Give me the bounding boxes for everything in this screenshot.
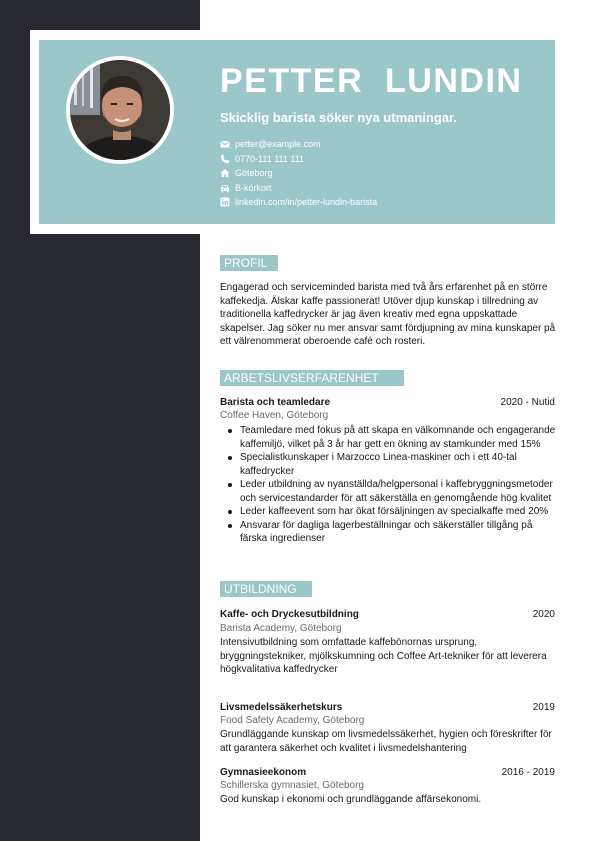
list-item: Ansvarar för dagliga lagerbeställningar och säkerställer tillgång på färska ingredienser (240, 519, 558, 546)
job-title: Barista och teamledare (220, 397, 331, 408)
education-description: God kunskap i ekonomi och grundläggande affärsekonomi. (220, 794, 482, 805)
list-item: Teamledare med fokus på att skapa en välkomnande och engagerande kaffemiljö, vilket på 3 år har gett en ökning av stamkunder med 15% (240, 424, 558, 451)
contact-city-text: Göteborg (235, 168, 273, 179)
contact-linkedin-text: linkedin.com/in/petter-lundin-barista (235, 197, 378, 208)
experience-heading: ARBETSLIVSERFARENHET (220, 370, 404, 386)
contact-license-text: B-körkort (235, 182, 272, 193)
profile-photo (66, 56, 174, 164)
contact-phone-text: 0770-111 111 111 (235, 153, 305, 164)
home-icon (220, 168, 230, 178)
contact-city (220, 166, 377, 180)
education-title: Livsmedelssäkerhetskurs (220, 702, 343, 713)
education-school: Schillerska gymnasiet, Göteborg (220, 780, 364, 791)
job-employer: Coffee Haven, Göteborg (220, 410, 329, 421)
linkedin-icon (220, 197, 230, 207)
education-school: Barista Academy, Göteborg (220, 623, 342, 634)
list-item: Leder utbildning av nyanställda/helgpersonal i kaffebryggningsmetoder och servicestandarder för att säkerställa en genomgående hög kvalitet (240, 478, 558, 505)
contact-email[interactable] (220, 137, 377, 151)
applicant-name: PETTER LUNDIN (220, 62, 523, 100)
profile-summary: Engagerad och serviceminded barista med två års erfarenhet på en större kaffekedja. Älskar kaffe passionerat! Utöver djup kunskap i tillredning av traditionella kaffedrycker är jag även kreativ med egna uppskattade skapelser. Jag söker nu mer ansvar samt fördjupning av mina kunskaper på ett välrenommerat oberoende café och rosteri. (220, 282, 556, 347)
envelope-icon (220, 139, 230, 149)
contact-linkedin[interactable] (220, 195, 377, 209)
education-title: Kaffe- och Dryckesutbildning (220, 609, 359, 620)
contact-email-text: petter@example.com (235, 139, 321, 149)
education-title: Gymnasieekonom (220, 767, 307, 778)
car-icon (220, 183, 230, 193)
profile-heading: PROFIL (220, 255, 278, 271)
education-school: Food Safety Academy, Göteborg (220, 715, 365, 726)
education-date: 2016 - 2019 (501, 767, 555, 778)
contact-list (220, 137, 377, 210)
contact-phone[interactable] (220, 152, 377, 166)
contact-license (220, 181, 377, 195)
education-description: Intensivutbildning som omfattade kaffebönornas ursprung, bryggningstekniker, mjölkskumning och Coffee Art-tekniker för att leverera högkvalitativa kaffedrycker (220, 637, 547, 675)
education-heading: UTBILDNING (220, 581, 312, 597)
list-item: Leder kaffeevent som har ökat försäljningen av specialkaffe med 20% (240, 505, 558, 519)
education-description: Grundläggande kunskap om livsmedelssäkerhet, hygien och föreskrifter för att garantera säkerhet och kvalitet i livsmedelshantering (220, 729, 552, 754)
job-date: 2020 - Nutid (500, 397, 555, 408)
applicant-tagline: Skicklig barista söker nya utmaningar. (220, 110, 457, 125)
list-item: Specialistkunskaper i Marzocco Linea-maskiner och i ett 40-tal kaffedrycker (240, 451, 558, 478)
education-date: 2019 (532, 702, 555, 713)
education-date: 2020 (532, 609, 555, 620)
phone-icon (220, 154, 230, 164)
job-duties-list (240, 424, 558, 546)
